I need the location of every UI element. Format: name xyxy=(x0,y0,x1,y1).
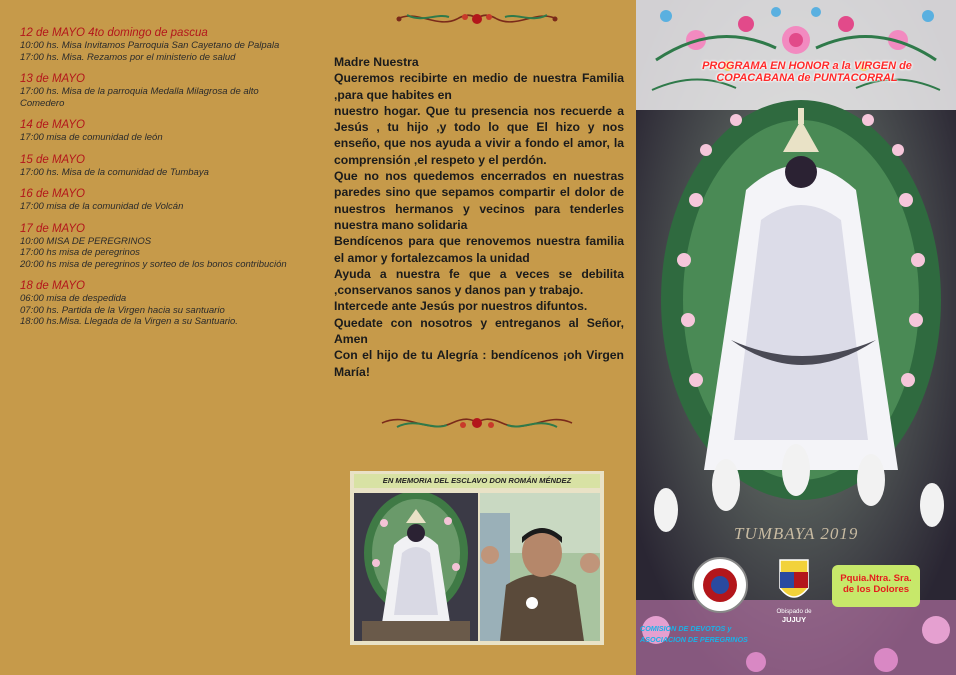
commission-text xyxy=(640,623,790,645)
day-title: 12 de MAYO 4to domingo de pascua xyxy=(20,27,208,39)
commission-seal-icon xyxy=(693,558,747,612)
prayer-line: Con el hijo de tu Alegría : bendícenos ¡oh Virgen María! xyxy=(334,348,624,379)
schedule-item: 06:00 misa de despedida xyxy=(20,293,127,304)
cover-panel xyxy=(636,0,956,675)
parish-badge xyxy=(832,565,920,607)
prayer-line: Madre Nuestra xyxy=(334,55,419,69)
schedule-item: 17:00 hs. Misa de la parroquia Medalla Milagrosa de alto Comedero xyxy=(20,86,259,109)
obispado-line1: Obispado de xyxy=(776,608,812,615)
memorial-card xyxy=(350,471,604,645)
schedule-item: 17:00 hs misa de peregrinos xyxy=(20,247,140,258)
schedule-item: 10:00 MISA DE PEREGRINOS xyxy=(20,235,152,247)
virgin-photo xyxy=(354,493,478,641)
cover-title: PROGRAMA EN HONOR a la VIRGEN de COPACABANA de PUNTACORRAL xyxy=(702,60,912,84)
prayer-text xyxy=(334,54,624,380)
top-ornament xyxy=(318,8,636,30)
day-title: 18 de MAYO xyxy=(20,280,85,292)
memorial-title: EN MEMORIA DEL ESCLAVO DON ROMÁN MÉNDEZ xyxy=(354,474,600,488)
schedule-day xyxy=(20,153,318,179)
schedule-item: 17:00 misa de comunidad de león xyxy=(20,132,163,143)
schedule-item: 17:00 misa de la comunidad de Volcán xyxy=(20,201,184,212)
prayer-line: Quedate con nosotros y entreganos al Señor, Amen xyxy=(334,315,624,347)
day-title: 16 de MAYO xyxy=(20,188,85,200)
schedule-day xyxy=(20,222,318,271)
parish-line: de los Dolores xyxy=(842,584,910,595)
schedule-item: 18:00 hs.Misa. Llegada de la Virgen a su Santuario. xyxy=(20,316,238,327)
schedule-panel xyxy=(0,0,318,675)
prayer-line: Queremos recibirte en medio de nuestra Familia ,para que habites en xyxy=(334,71,624,102)
schedule-day xyxy=(20,118,318,144)
schedule-item: 10:00 hs. Misa Invitamos Parroquia San Cayetano de Palpala xyxy=(20,40,280,51)
schedule-day xyxy=(20,187,318,213)
prayer-line: Intercede ante Jesús por nuestros difuntos. xyxy=(334,299,588,314)
schedule-day xyxy=(20,279,318,328)
obispado-label xyxy=(766,556,822,624)
schedule-item: 20:00 hs misa de peregrinos y sorteo de los bonos contribución xyxy=(20,258,287,270)
day-title: 15 de MAYO xyxy=(20,153,85,166)
commission-line: COMISION DE DEVOTOS y xyxy=(640,624,732,633)
day-title: 14 de MAYO xyxy=(20,119,85,131)
prayer-line: Ayuda a nuestra fe que a veces se debilita ,conservanos sanos y danos pan y trabajo. xyxy=(334,266,624,298)
commission-line: ASOCIACION DE PEREGRINOS xyxy=(640,635,748,644)
schedule-day xyxy=(20,26,318,63)
prayer-panel xyxy=(318,0,636,675)
day-title: 17 de MAYO xyxy=(20,222,85,235)
schedule-item: 07:00 hs. Partida de la Virgen hacia su santuario xyxy=(20,304,225,316)
cover-year: TUMBAYA 2019 xyxy=(734,524,859,543)
schedule-item: 17:00 hs. Misa de la comunidad de Tumbaya xyxy=(20,166,209,178)
prayer-line: Que no nos quedemos encerrados en nuestras paredes sino que sepamos compartir el dolor de nuestros hermanos y vecinos para tenderles nuestra mano solidaria xyxy=(334,169,624,232)
prayer-line: nuestro hogar. Que tu presencia nos recuerde a Jesús , tu hijo ,y todo lo que El hizo y nos enseño, que nos ayuda a vivir a fondo el amor, la comprensión ,el respeto y el perdón. xyxy=(334,103,624,167)
schedule-item: 17:00 hs. Misa. Rezamos por el ministerio de salud xyxy=(20,51,236,63)
man-photo xyxy=(480,493,600,641)
bottom-ornament xyxy=(318,411,636,435)
day-title: 13 de MAYO xyxy=(20,73,85,85)
parish-line: Pquia.Ntra. Sra. xyxy=(840,573,912,584)
obispado-line2: JUJUY xyxy=(781,615,807,624)
schedule-day xyxy=(20,72,318,109)
prayer-line: Bendícenos para que renovemos nuestra familia el amor y fortalezcamos la unidad xyxy=(334,234,624,265)
